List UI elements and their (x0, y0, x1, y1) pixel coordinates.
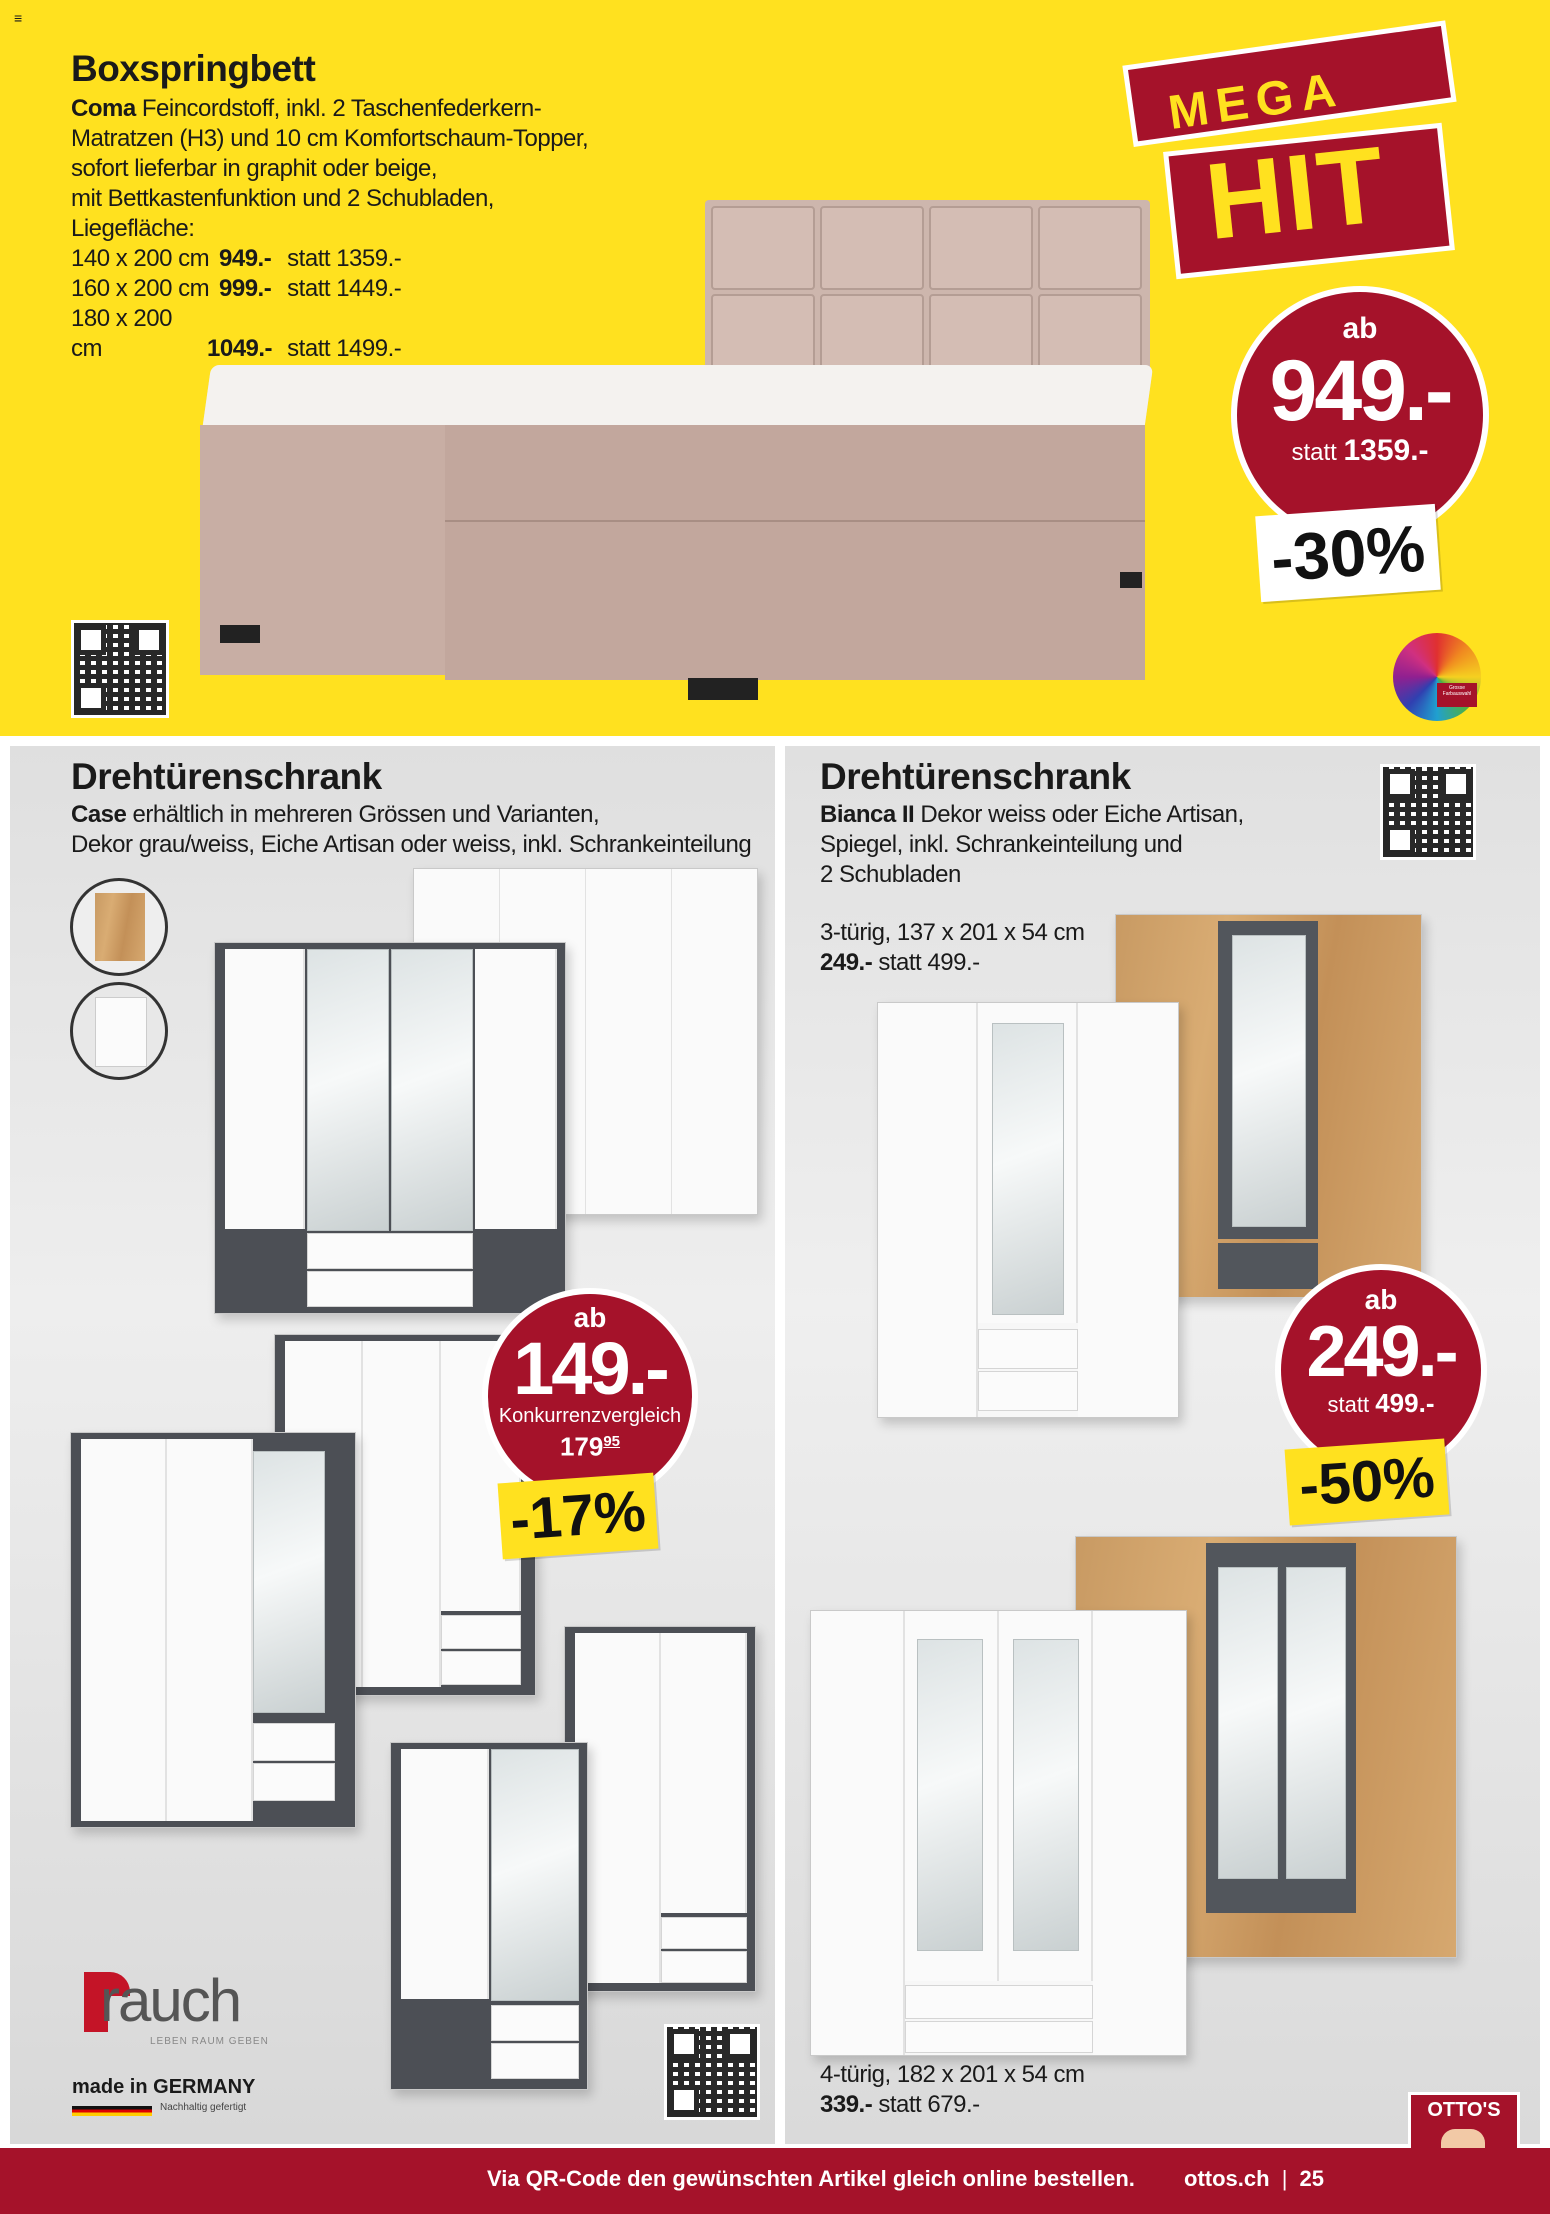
bed-leg (688, 678, 758, 700)
size-row: 180 x 200 cm 1049.- statt 1499.- (71, 305, 402, 362)
bianca-variant-3door: 3-türig, 137 x 201 x 54 cm 249.- statt 499.- (820, 919, 1085, 976)
wardrobe-image (214, 942, 566, 1314)
footer-message: Via QR-Code den gewünschten Artikel gleich online bestellen. (487, 2166, 1135, 2191)
swatch-white[interactable] (70, 982, 168, 1080)
footer-site[interactable]: ottos.ch | 25 (1184, 2166, 1325, 2191)
boxspring-title: Boxspringbett (71, 48, 316, 89)
made-in-germany: made in GERMANY (72, 2076, 256, 2098)
page-number: 25 (1299, 2166, 1325, 2191)
badge-price: 949.- (1269, 343, 1451, 439)
case-price-badge: ab 149.- Konkurrenzvergleich $179^{95}$ (488, 1294, 692, 1498)
size-row: 160 x 200 cm 999.- statt 1449.- (71, 275, 402, 302)
bianca-title: Drehtürenschrank (820, 756, 1131, 797)
boxspring-description: Coma Feincordstoff, inkl. 2 Taschenfederkern- Matratzen (H3) und 10 cm Komfortschaum-Topper, sofort lieferbar in graphit oder beige, mit Bettkastenfunktion und 2 Schubladen, Liegefläche: 140 x 200 cm 949.- statt 1359.- 160 x 200 cm 999.- statt 1449.- 180 x 200 cm 1049.- statt 1499.- (71, 94, 771, 364)
ottos-logo: OTTO'S (1408, 2092, 1520, 2202)
boxspring-bed-image (200, 200, 1160, 720)
badge-price: 149.- (513, 1327, 667, 1410)
bianca-discount: -50% (1285, 1439, 1450, 1526)
case-qr-code[interactable] (664, 2024, 760, 2120)
hit-text: HIT (1200, 122, 1392, 263)
bed-leg (220, 625, 260, 643)
swatch-oak[interactable] (70, 878, 168, 976)
boxspring-section (0, 0, 1550, 736)
wardrobe-image (810, 1610, 1187, 2056)
bianca-section (785, 746, 1540, 2144)
boxspring-model: Coma (71, 95, 136, 122)
boxspring-qr-code[interactable] (71, 620, 169, 718)
wardrobe-image (877, 1002, 1179, 1418)
badge-price: 249.- (1306, 1312, 1456, 1392)
bed-base-right (445, 425, 1145, 680)
menu-icon[interactable]: ≡ (14, 10, 23, 26)
rauch-logo: rauch LEBEN RAUM GEBEN (72, 1972, 312, 2092)
wardrobe-image (390, 1742, 588, 2090)
bianca-variant-4door: 4-türig, 182 x 201 x 54 cm 339.- statt 679.- (820, 2061, 1085, 2118)
size-row: 140 x 200 cm 949.- statt 1359.- (71, 245, 402, 272)
headboard (705, 200, 1150, 390)
mega-text: MEGA (1165, 63, 1347, 140)
germany-flag-icon (72, 2106, 152, 2116)
case-title: Drehtürenschrank (71, 756, 382, 797)
wardrobe-image (564, 1626, 756, 1992)
boxspring-discount: -30% (1255, 504, 1441, 602)
bianca-price-badge: ab 249.- statt 499.- (1281, 1270, 1481, 1470)
color-wheel-icon: Grosse Farbauswahl (1393, 633, 1481, 721)
bed-leg (1120, 572, 1142, 588)
footer-bar (0, 2148, 1550, 2214)
case-description: Case erhältlich in mehreren Grössen und Varianten, Dekor grau/weiss, Eiche Artisan oder weiss, inkl. Schrankeinteilung (71, 801, 752, 858)
bianca-description: Bianca II Dekor weiss oder Eiche Artisan, Spiegel, inkl. Schrankeinteilung und 2 Schubladen (820, 801, 1244, 888)
wardrobe-image (70, 1432, 356, 1828)
case-section: Drehtürenschrank Case erhältlich in mehreren Grössen und Varianten, Dekor grau/weiss, Eiche Artisan oder weiss, inkl. Schrankeinteilung ab 149.- Konkurrenzvergleich $179^{95}$ -17% rauch LEBEN RAUM GEBEN made in GERMANY Nachhaltig gefertigt (10, 746, 775, 2144)
bianca-qr-code[interactable] (1380, 764, 1476, 860)
boxspring-price-badge: ab 949.- statt 1359.- (1237, 292, 1483, 538)
mega-hit-badge (1128, 63, 1448, 263)
case-discount: -17% (498, 1473, 659, 1560)
